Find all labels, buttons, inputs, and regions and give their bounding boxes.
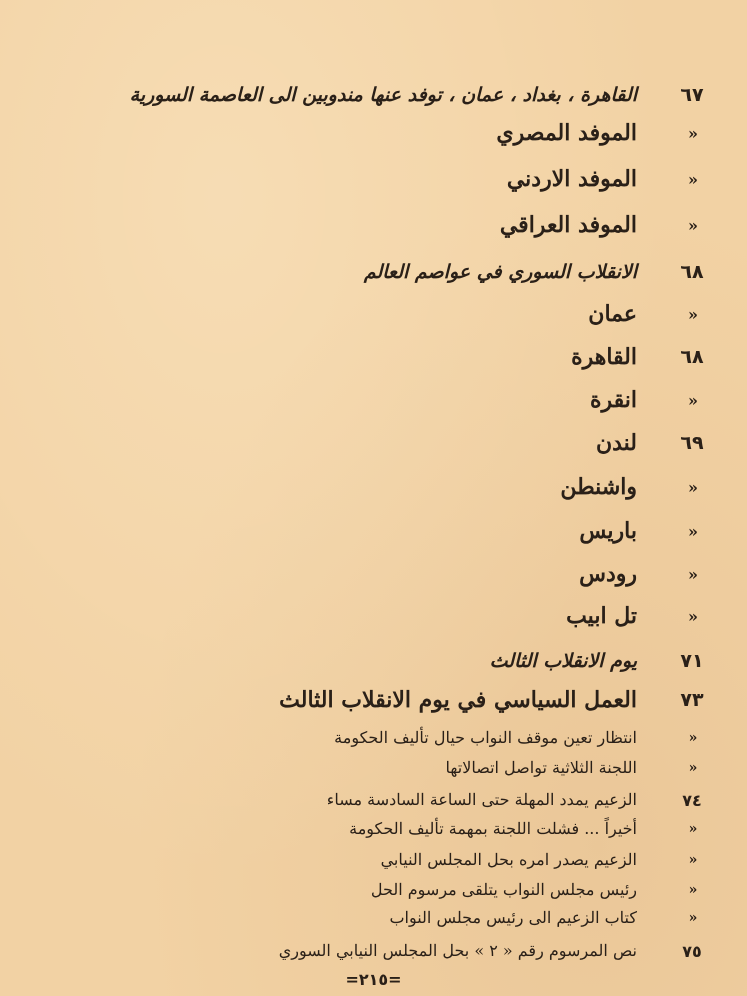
ditto-mark: « — [688, 852, 698, 868]
entry-text: يوم الانقلاب الثالث — [489, 649, 637, 672]
ditto-mark: « — [688, 730, 698, 746]
page-number: ٧٣ — [680, 689, 704, 711]
entry-text: العمل السياسي في يوم الانقلاب الثالث — [279, 687, 637, 713]
index-entry — [120, 843, 698, 877]
index-entry — [120, 934, 702, 968]
entry-text: اللجنة الثلاثية تواصل اتصالاتها — [445, 758, 637, 777]
page-number: ٧١ — [680, 650, 704, 672]
page-number: ٧٥ — [682, 941, 702, 961]
ditto-mark: « — [688, 123, 698, 143]
page-footer-number: =٢١٥= — [345, 970, 402, 989]
entry-text: لندن — [595, 430, 637, 456]
index-entry — [120, 644, 704, 678]
index-entry — [120, 208, 698, 242]
index-entry — [120, 514, 698, 548]
entry-text: رودس — [579, 561, 637, 587]
entry-text: كتاب الزعيم الى رئيس مجلس النواب — [389, 908, 637, 927]
entry-text: عمان — [588, 301, 637, 327]
entry-text: رئيس مجلس النواب يتلقى مرسوم الحل — [370, 880, 637, 899]
index-entry — [120, 751, 698, 785]
ditto-mark: « — [688, 390, 698, 410]
index-entry — [120, 470, 698, 504]
index-entry — [120, 721, 698, 755]
entry-text: القاهرة ، بغداد ، عمان ، توفد عنها مندوبين الى العاصمة السورية — [129, 83, 637, 106]
ditto-mark: « — [688, 882, 698, 898]
ditto-mark: « — [688, 760, 698, 776]
ditto-mark: « — [688, 215, 698, 235]
index-entry — [120, 426, 704, 460]
page-number: ٦٨ — [680, 261, 704, 283]
page-number: ٧٤ — [682, 790, 702, 810]
page-number: ٦٩ — [680, 432, 704, 454]
entry-text: الزعيم يمدد المهلة حتى الساعة السادسة مساء — [326, 790, 637, 809]
entry-text: الزعيم يصدر امره بحل المجلس النيابي — [380, 850, 637, 869]
entry-text: القاهرة — [571, 344, 637, 370]
ditto-mark: « — [688, 169, 698, 189]
index-entry — [120, 683, 704, 717]
entry-text: نص المرسوم رقم « ٢ » بحل المجلس النيابي السوري — [278, 941, 637, 960]
page-number: ٦٧ — [680, 84, 704, 106]
entry-text: واشنطن — [560, 474, 637, 500]
index-entry — [120, 340, 704, 374]
index-entry — [120, 812, 698, 846]
entry-text: الانقلاب السوري في عواصم العالم — [363, 260, 637, 283]
index-entry — [120, 255, 704, 289]
entry-text: الموفد المصري — [496, 120, 637, 146]
entry-text: أخيراً ... فشلت اللجنة بمهمة تأليف الحكومة — [349, 819, 637, 838]
entry-text: تل ابيب — [566, 603, 637, 629]
ditto-mark: « — [688, 521, 698, 541]
entry-text: باريس — [579, 518, 637, 544]
index-entry — [120, 116, 698, 150]
ditto-mark: « — [688, 606, 698, 626]
index-entry — [120, 557, 698, 591]
ditto-mark: « — [688, 910, 698, 926]
entry-text: انقرة — [589, 387, 637, 413]
index-entry — [120, 78, 704, 112]
index-entry — [120, 599, 698, 633]
entry-text: انتظار تعين موقف النواب حيال تأليف الحكومة — [334, 728, 637, 747]
ditto-mark: « — [688, 821, 698, 837]
index-entry — [120, 901, 698, 935]
ditto-mark: « — [688, 564, 698, 584]
index-entry — [120, 162, 698, 196]
entry-text: الموفد الاردني — [506, 166, 637, 192]
entry-text: الموفد العراقي — [499, 212, 637, 238]
index-entry — [120, 383, 698, 417]
ditto-mark: « — [688, 304, 698, 324]
index-entry — [120, 297, 698, 331]
page-number: ٦٨ — [680, 346, 704, 368]
ditto-mark: « — [688, 477, 698, 497]
